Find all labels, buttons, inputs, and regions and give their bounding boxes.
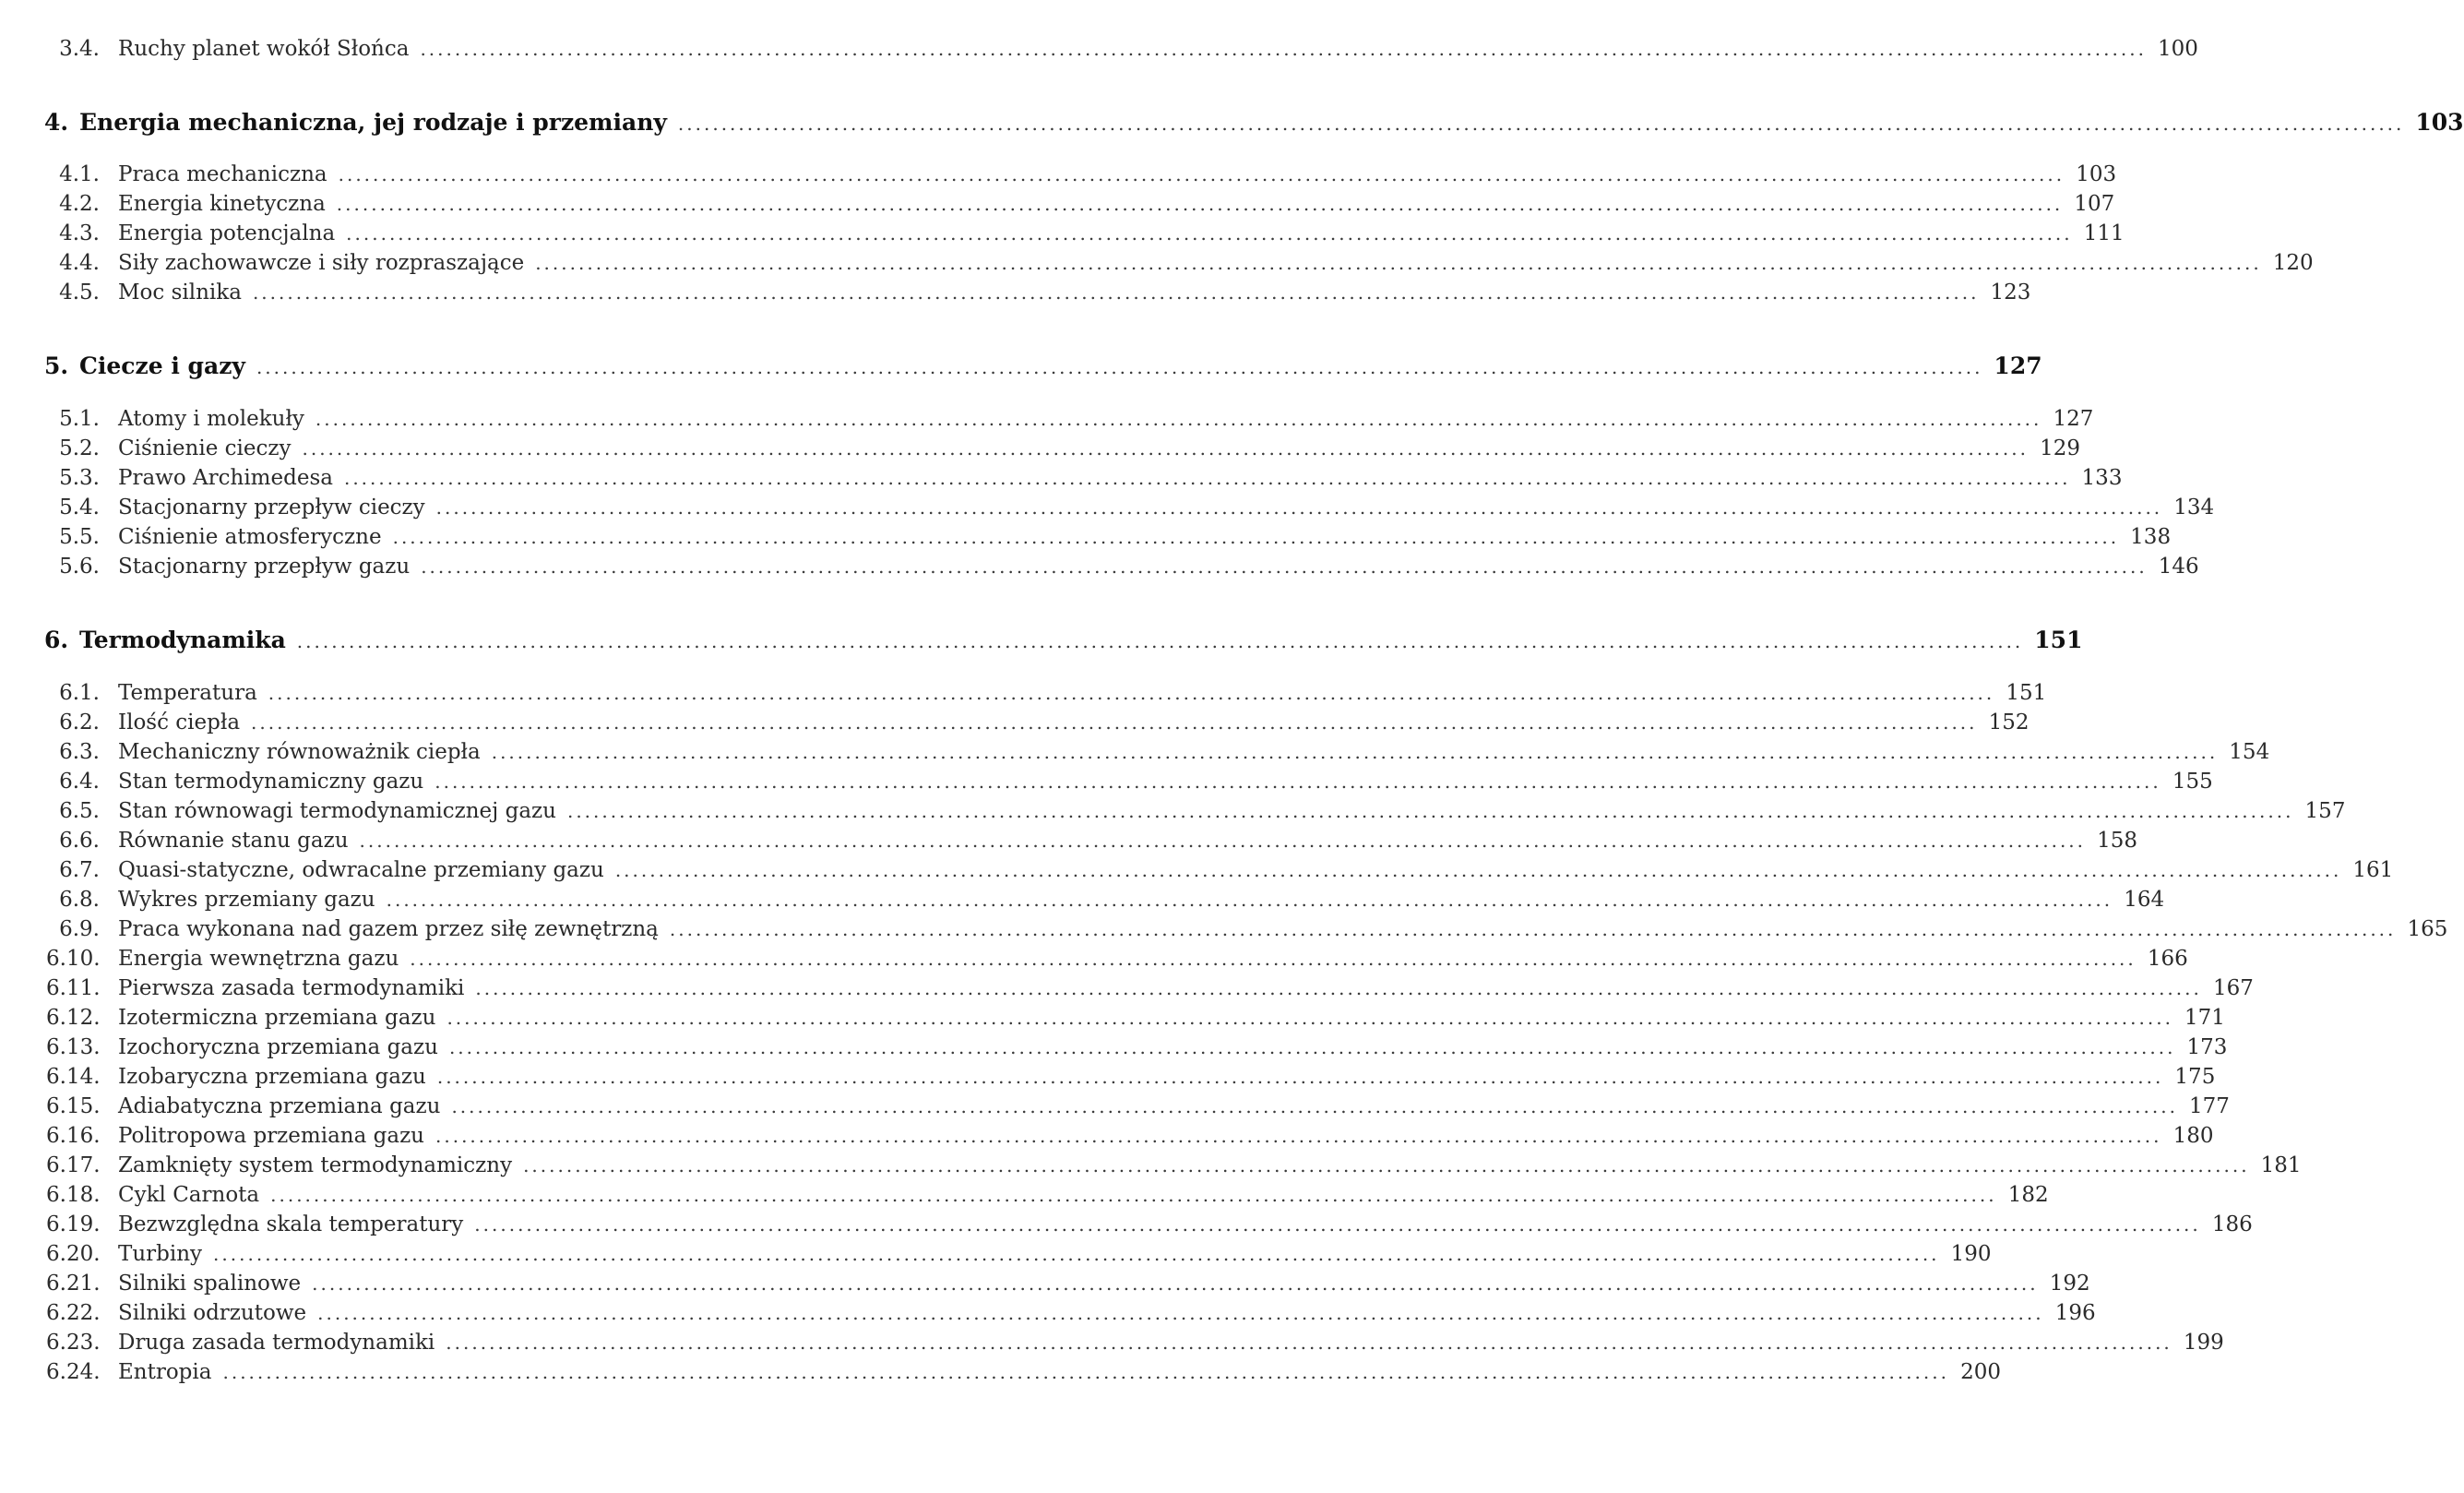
entry-number: 6.21. <box>46 1272 101 1296</box>
dot-leader: ........................................................................................................................................................................................................ <box>343 467 2071 489</box>
entry-number: 6.22. <box>46 1301 101 1325</box>
dot-leader: ........................................................................................................................................................................................................ <box>268 682 1995 704</box>
entry-page-number: 134 <box>2173 496 2215 520</box>
entry-number: 6.1. <box>59 681 100 705</box>
toc-section-entry <box>46 947 2188 971</box>
entry-title: Stan termodynamiczny gazu <box>118 770 424 794</box>
entry-page-number: 152 <box>1988 711 2030 735</box>
entry-title: Cykl Carnota <box>118 1183 260 1207</box>
entry-page-number: 200 <box>1960 1360 2001 1384</box>
entry-number: 6.24. <box>46 1360 101 1384</box>
toc-section-entry <box>46 1242 1992 1266</box>
toc-section-entry <box>46 1124 2214 1148</box>
toc-section-entry <box>46 888 2165 912</box>
entry-page-number: 120 <box>2272 251 2314 275</box>
dot-leader: ........................................................................................................................................................................................................ <box>315 408 2042 430</box>
toc-section-entry <box>46 436 2080 460</box>
entry-page-number: 175 <box>2174 1065 2216 1089</box>
entry-page-number: 138 <box>2130 525 2172 549</box>
toc-section-entry <box>46 407 2094 431</box>
dot-leader: ........................................................................................................................................................................................................ <box>296 630 2024 652</box>
entry-title: Entropia <box>118 1360 212 1384</box>
toc-section-entry <box>46 281 2031 305</box>
entry-title: Ciśnienie cieczy <box>118 436 292 460</box>
entry-number: 6.17. <box>46 1153 101 1177</box>
entry-title: Stacjonarny przepływ cieczy <box>118 496 425 520</box>
entry-title: Energia wewnętrzna gazu <box>118 947 399 971</box>
entry-page-number: 154 <box>2229 740 2270 764</box>
toc-section-entry <box>46 770 2213 794</box>
entry-title: Energia mechaniczna, jej rodzaje i przemiany <box>79 109 667 136</box>
dot-leader: ........................................................................................................................................................................................................ <box>312 1272 2039 1295</box>
entry-number: 6.14. <box>46 1065 101 1089</box>
toc-section-entry <box>46 496 2215 520</box>
toc-section-entry <box>46 1360 2001 1384</box>
entry-title: Quasi-statyczne, odwracalne przemiany gazu <box>118 858 604 882</box>
entry-number: 6.18. <box>46 1183 101 1207</box>
entry-page-number: 182 <box>2007 1183 2049 1207</box>
dot-leader: ........................................................................................................................................................................................................ <box>213 1243 1940 1265</box>
toc-section-entry <box>46 37 2198 61</box>
dot-leader: ........................................................................................................................................................................................................ <box>420 38 2147 60</box>
entry-number: 4.5. <box>59 281 100 305</box>
entry-number: 6. <box>44 627 69 653</box>
toc-section-entry <box>46 1006 2225 1030</box>
toc-section-entry <box>46 162 2117 186</box>
dot-leader: ........................................................................................................................................................................................................ <box>338 163 2065 185</box>
dot-leader: ........................................................................................................................................................................................................ <box>677 113 2405 135</box>
dot-leader: ........................................................................................................................................................................................................ <box>359 830 2087 852</box>
entry-number: 5. <box>44 352 69 379</box>
entry-title: Praca wykonana nad gazem przez siłę zewnętrzną <box>118 917 659 941</box>
dot-leader: ........................................................................................................................................................................................................ <box>336 193 2064 215</box>
entry-page-number: 157 <box>2304 799 2346 823</box>
toc-section-entry <box>46 1301 2096 1325</box>
entry-title: Bezwzględna skala temperatury <box>118 1212 464 1236</box>
entry-title: Silniki odrzutowe <box>118 1301 307 1325</box>
entry-page-number: 123 <box>1990 281 2031 305</box>
entry-page-number: 100 <box>2158 37 2198 61</box>
entry-page-number: 171 <box>2184 1006 2225 1030</box>
dot-leader: ........................................................................................................................................................................................................ <box>392 526 2120 548</box>
entry-title: Silniki spalinowe <box>118 1272 302 1296</box>
dot-leader: ........................................................................................................................................................................................................ <box>448 1036 2176 1058</box>
entry-page-number: 186 <box>2211 1212 2253 1236</box>
dot-leader: ........................................................................................................................................................................................................ <box>302 437 2029 460</box>
toc-section-entry <box>46 799 2346 823</box>
entry-title: Izochoryczna przemiana gazu <box>118 1035 438 1059</box>
dot-leader: ........................................................................................................................................................................................................ <box>566 800 2294 822</box>
dot-leader: ........................................................................................................................................................................................................ <box>421 555 2148 578</box>
dot-leader: ........................................................................................................................................................................................................ <box>222 1361 1949 1383</box>
dot-leader: ........................................................................................................................................................................................................ <box>491 741 2219 763</box>
dot-leader: ........................................................................................................................................................................................................ <box>252 281 1980 304</box>
dot-leader: ........................................................................................................................................................................................................ <box>434 770 2161 793</box>
entry-number: 6.4. <box>59 770 100 794</box>
dot-leader: ........................................................................................................................................................................................................ <box>614 859 2342 881</box>
entry-page-number: 111 <box>2083 221 2125 245</box>
entry-page-number: 166 <box>2147 947 2188 971</box>
entry-title: Atomy i molekuły <box>118 407 304 431</box>
entry-page-number: 127 <box>2053 407 2094 431</box>
entry-number: 6.8. <box>59 888 100 912</box>
entry-number: 6.7. <box>59 858 100 882</box>
entry-page-number: 192 <box>2049 1272 2090 1296</box>
toc-chapter-entry <box>44 352 2042 379</box>
entry-title: Wykres przemiany gazu <box>118 888 375 912</box>
entry-title: Praca mechaniczna <box>118 162 327 186</box>
dot-leader: ........................................................................................................................................................................................................ <box>446 1332 2172 1354</box>
entry-page-number: 180 <box>2172 1124 2214 1148</box>
entry-number: 6.12. <box>46 1006 101 1030</box>
entry-title: Mechaniczny równoważnik ciepła <box>118 740 481 764</box>
entry-page-number: 196 <box>2054 1301 2096 1325</box>
toc-section-entry <box>46 976 2254 1000</box>
dot-leader: ........................................................................................................................................................................................................ <box>446 1007 2173 1029</box>
toc-section-entry <box>46 1035 2228 1059</box>
dot-leader: ........................................................................................................................................................................................................ <box>436 1066 2164 1088</box>
entry-title: Moc silnika <box>118 281 242 305</box>
toc-section-entry <box>46 1331 2224 1355</box>
toc-section-entry <box>46 681 2047 705</box>
entry-number: 6.15. <box>46 1094 101 1118</box>
entry-page-number: 190 <box>1950 1242 1992 1266</box>
entry-number: 5.5. <box>59 525 100 549</box>
entry-title: Temperatura <box>118 681 257 705</box>
entry-number: 5.2. <box>59 436 100 460</box>
entry-page-number: 155 <box>2172 770 2213 794</box>
entry-page-number: 167 <box>2212 976 2254 1000</box>
entry-number: 5.6. <box>59 555 100 579</box>
entry-title: Zamknięty system termodynamiczny <box>118 1153 513 1177</box>
toc-section-entry <box>46 1153 2302 1177</box>
toc-section-entry <box>46 858 2394 882</box>
entry-page-number: 107 <box>2074 192 2115 216</box>
entry-page-number: 133 <box>2081 466 2123 490</box>
entry-title: Izobaryczna przemiana gazu <box>118 1065 426 1089</box>
entry-number: 4. <box>44 109 69 136</box>
dot-leader: ........................................................................................................................................................................................................ <box>317 1302 2044 1324</box>
toc-section-entry <box>46 1212 2253 1236</box>
entry-title: Stacjonarny przepływ gazu <box>118 555 411 579</box>
entry-page-number: 181 <box>2260 1153 2302 1177</box>
entry-number: 6.23. <box>46 1331 101 1355</box>
entry-number: 6.13. <box>46 1035 101 1059</box>
entry-number: 4.2. <box>59 192 100 216</box>
entry-page-number: 151 <box>2006 681 2047 705</box>
entry-title: Druga zasada termodynamiki <box>118 1331 435 1355</box>
dot-leader: ........................................................................................................................................................................................................ <box>474 1213 2201 1236</box>
entry-title: Pierwsza zasada termodynamiki <box>118 976 465 1000</box>
dot-leader: ........................................................................................................................................................................................................ <box>435 496 2163 519</box>
toc-section-entry <box>46 1065 2216 1089</box>
toc-section-entry <box>46 917 2448 941</box>
dot-leader: ........................................................................................................................................................................................................ <box>523 1154 2250 1176</box>
toc-chapter-entry <box>44 109 2464 136</box>
toc-section-entry <box>46 829 2138 853</box>
toc-section-entry <box>46 466 2123 490</box>
entry-number: 6.19. <box>46 1212 101 1236</box>
entry-number: 6.16. <box>46 1124 101 1148</box>
entry-number: 6.11. <box>46 976 101 1000</box>
dot-leader: ........................................................................................................................................................................................................ <box>251 711 1978 734</box>
entry-number: 4.3. <box>59 221 100 245</box>
dot-leader: ........................................................................................................................................................................................................ <box>410 948 2137 970</box>
entry-number: 5.3. <box>59 466 100 490</box>
entry-page-number: 129 <box>2040 436 2080 460</box>
toc-section-entry <box>46 740 2270 764</box>
dot-leader: ........................................................................................................................................................................................................ <box>270 1184 1997 1206</box>
entry-number: 5.1. <box>59 407 100 431</box>
toc-section-entry <box>46 1183 2049 1207</box>
entry-page-number: 161 <box>2352 858 2394 882</box>
toc-chapter-entry <box>44 627 2083 653</box>
entry-title: Ciecze i gazy <box>79 352 245 379</box>
dot-leader: ........................................................................................................................................................................................................ <box>669 918 2397 940</box>
entry-number: 4.4. <box>59 251 100 275</box>
entry-title: Ruchy planet wokół Słońca <box>118 37 410 61</box>
entry-page-number: 151 <box>2034 627 2083 653</box>
entry-number: 3.4. <box>59 37 100 61</box>
entry-title: Adiabatyczna przemiana gazu <box>118 1094 441 1118</box>
entry-number: 5.4. <box>59 496 100 520</box>
entry-number: 6.2. <box>59 711 100 735</box>
entry-number: 6.3. <box>59 740 100 764</box>
entry-title: Energia potencjalna <box>118 221 336 245</box>
entry-page-number: 103 <box>2076 162 2117 186</box>
entry-page-number: 173 <box>2186 1035 2228 1059</box>
entry-title: Ilość ciepła <box>118 711 241 735</box>
entry-page-number: 158 <box>2097 829 2138 853</box>
entry-page-number: 199 <box>2183 1331 2224 1355</box>
toc-section-entry <box>46 251 2314 275</box>
toc-section-entry <box>46 1094 2230 1118</box>
entry-title: Ciśnienie atmosferyczne <box>118 525 382 549</box>
entry-title: Turbiny <box>118 1242 203 1266</box>
dot-leader: ........................................................................................................................................................................................................ <box>451 1095 2178 1117</box>
entry-number: 6.10. <box>46 947 101 971</box>
entry-title: Siły zachowawcze i siły rozpraszające <box>118 251 525 275</box>
dot-leader: ........................................................................................................................................................................................................ <box>475 977 2202 999</box>
entry-number: 4.1. <box>59 162 100 186</box>
entry-title: Termodynamika <box>79 627 286 653</box>
entry-title: Stan równowagi termodynamicznej gazu <box>118 799 556 823</box>
toc-section-entry <box>46 711 2030 735</box>
entry-page-number: 164 <box>2124 888 2165 912</box>
entry-number: 6.20. <box>46 1242 101 1266</box>
entry-title: Równanie stanu gazu <box>118 829 349 853</box>
entry-page-number: 103 <box>2415 109 2464 136</box>
dot-leader: ........................................................................................................................................................................................................ <box>346 222 2073 245</box>
entry-page-number: 177 <box>2189 1094 2230 1118</box>
entry-page-number: 165 <box>2407 917 2448 941</box>
toc-section-entry <box>46 1272 2090 1296</box>
dot-leader: ........................................................................................................................................................................................................ <box>256 356 1983 378</box>
toc-section-entry <box>46 221 2125 245</box>
dot-leader: ........................................................................................................................................................................................................ <box>535 252 2262 274</box>
entry-number: 6.6. <box>59 829 100 853</box>
entry-title: Izotermiczna przemiana gazu <box>118 1006 436 1030</box>
entry-number: 6.9. <box>59 917 100 941</box>
dot-leader: ........................................................................................................................................................................................................ <box>435 1125 2162 1147</box>
entry-title: Energia kinetyczna <box>118 192 326 216</box>
toc-section-entry <box>46 555 2199 579</box>
entry-page-number: 146 <box>2158 555 2199 579</box>
toc-section-entry <box>46 525 2172 549</box>
entry-title: Politropowa przemiana gazu <box>118 1124 424 1148</box>
toc-section-entry <box>46 192 2115 216</box>
entry-number: 6.5. <box>59 799 100 823</box>
entry-title: Prawo Archimedesa <box>118 466 333 490</box>
dot-leader: ........................................................................................................................................................................................................ <box>386 889 2113 911</box>
entry-page-number: 127 <box>1994 352 2042 379</box>
